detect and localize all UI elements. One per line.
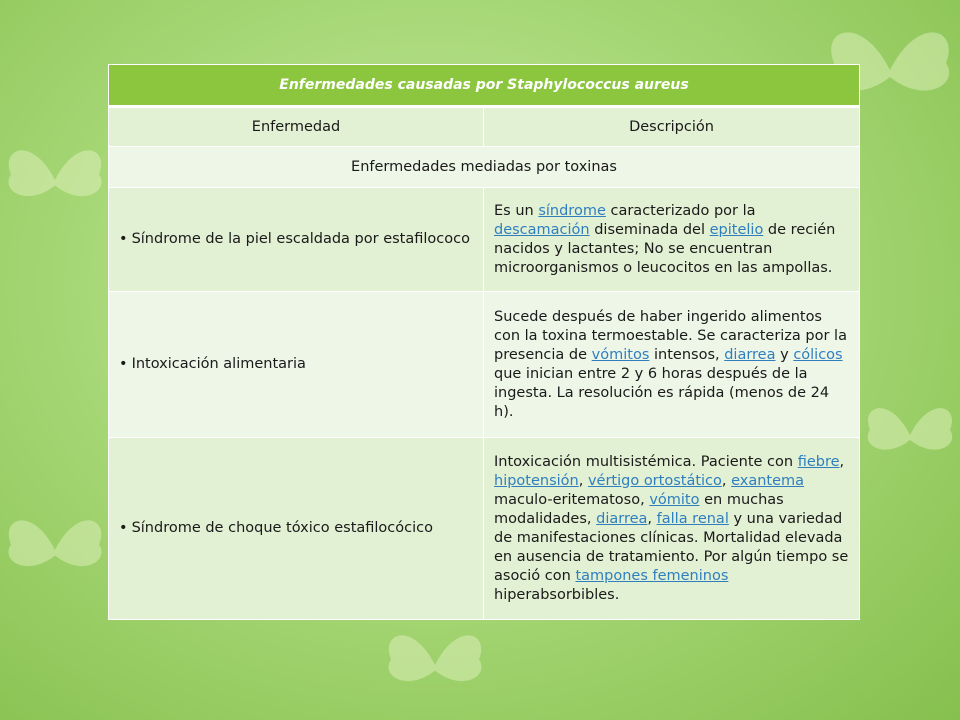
link-vomitos[interactable]: vómitos (591, 346, 650, 363)
description-cell (484, 188, 860, 292)
link-diarrea[interactable]: diarrea (724, 346, 776, 363)
description-text: diseminada del (589, 221, 710, 238)
table-title: Enfermedades causadas por Staphylococcus aureus (109, 65, 860, 107)
bullet-icon: • (119, 231, 128, 247)
description-text: , (647, 510, 657, 527)
disease-cell (109, 438, 484, 620)
link-exantema[interactable]: exantema (731, 472, 805, 489)
link-epitelio[interactable]: epitelio (709, 221, 764, 238)
disease-table (108, 64, 860, 620)
description-text: que inician entre 2 y 6 horas después de la ingesta. La resolución es rápida (menos de 24 h). (494, 365, 830, 420)
table-row (109, 188, 860, 292)
description-text: en muchas modalidades, (494, 491, 784, 527)
link-hipotension[interactable]: hipotensión (494, 472, 579, 489)
disease-name: Intoxicación alimentaria (131, 356, 306, 372)
description-text: , (578, 472, 588, 489)
disease-cell (109, 188, 484, 292)
description-text: , (721, 472, 732, 489)
description-cell (484, 438, 860, 620)
description-text: , (839, 453, 845, 470)
butterfly-decoration-left (0, 120, 110, 240)
section-heading: Enfermedades mediadas por toxinas (109, 147, 860, 188)
link-vertigo-ortostatico[interactable]: vértigo ortostático (587, 472, 722, 489)
description-text: Es un (494, 202, 539, 219)
disease-cell (109, 292, 484, 438)
description-text: Sucede después de haber ingerido alimentos con la toxina termoestable. Se caracteriza por la presencia de (494, 308, 847, 363)
butterfly-decoration-bottom-left (0, 480, 110, 620)
link-fiebre[interactable]: fiebre (797, 453, 840, 470)
description-text: hiperabsorbibles. (494, 586, 620, 603)
description-text: y una variedad de manifestaciones clínicas. Mortalidad elevada en ausencia de tratamiento. Por algún tiempo se asoció con (494, 510, 849, 584)
description-text: de recién nacidos y lactantes; No se encuentran microorganismos o leucocitos en las ampollas. (494, 221, 836, 276)
description-text: y (775, 346, 794, 363)
disease-name: Síndrome de la piel escaldada por estafilococo (131, 231, 470, 247)
table-header-row (109, 107, 860, 147)
description-cell (484, 292, 860, 438)
butterfly-decoration-right (860, 380, 960, 490)
description-text: intensos, (649, 346, 725, 363)
butterfly-decoration-bottom (360, 610, 510, 720)
link-vomito[interactable]: vómito (649, 491, 700, 508)
description-text: caracterizado por la (605, 202, 756, 219)
link-sindrome[interactable]: síndrome (538, 202, 606, 219)
bullet-icon: • (119, 356, 128, 372)
description-text: maculo-eritematoso, (494, 491, 650, 508)
link-colicos[interactable]: cólicos (793, 346, 843, 363)
table-section-row (109, 147, 860, 188)
disease-name: Síndrome de choque tóxico estafilocócico (131, 520, 433, 536)
link-falla-renal[interactable]: falla renal (656, 510, 729, 527)
table-row (109, 438, 860, 620)
column-header-description: Descripción (484, 107, 860, 147)
description-text: Intoxicación multisistémica. Paciente con (494, 453, 798, 470)
table-title-row (109, 65, 860, 107)
link-descamacion[interactable]: descamación (494, 221, 590, 238)
link-diarrea[interactable]: diarrea (596, 510, 648, 527)
column-header-disease: Enfermedad (109, 107, 484, 147)
link-tampones-femeninos[interactable]: tampones femeninos (575, 567, 729, 584)
bullet-icon: • (119, 520, 128, 536)
table-row (109, 292, 860, 438)
